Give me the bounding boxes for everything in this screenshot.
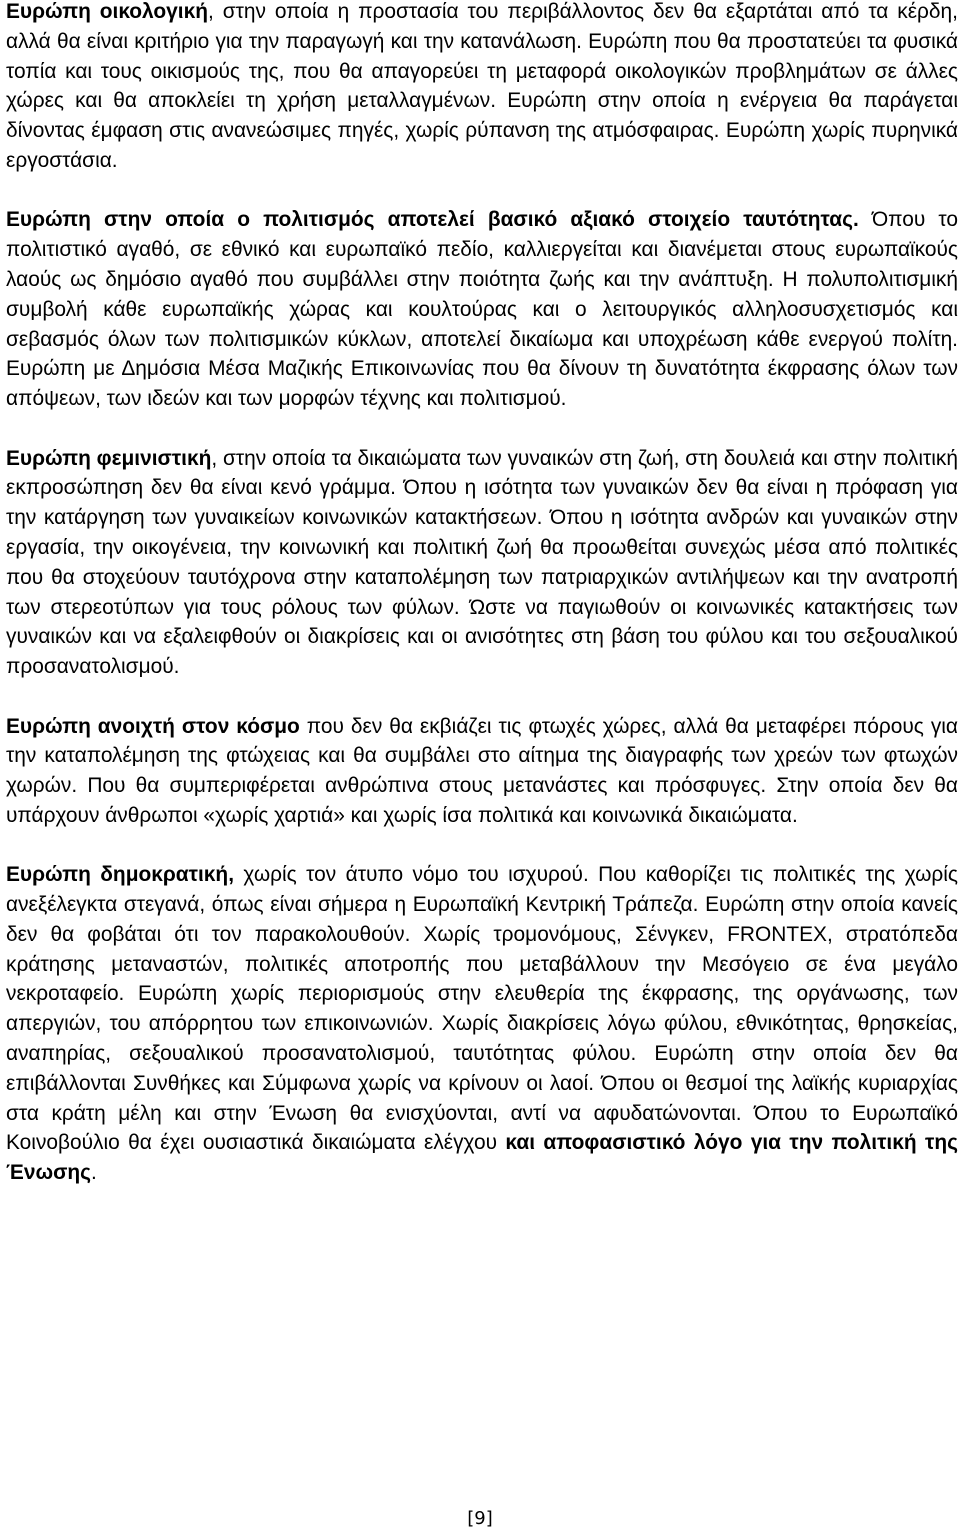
page-number: [9] — [467, 1508, 493, 1529]
bold-text-run: Ευρώπη οικολογική — [6, 0, 208, 23]
text-run: χωρίς τον άτυπο νόμο του ισχυρού. Που καθορίζει τις πολιτικές της χωρίς ανεξέλεγκτα στεγανά, όπως είναι σήμερα η Ευρωπαϊκή Κεντρική Τράπεζα. Ευρώπη στην οποία κανείς δεν θα φοβάται ότι τον παρακολουθούν. Χωρίς τρομονόμους, Σένγκεν, FRONTEX, στρατόπεδα κράτησης μεταναστών, πολιτικές αποτροπής που μεταβάλλουν την Μεσόγειο σε ένα μεγάλο νεκροταφείο. Ευρώπη χωρίς περιορισμούς στην ελευθερία της έκφρασης, της οργάνωσης, των απεργιών, του απόρρητου των επικοινωνιών. Χωρίς διακρίσεις λόγω φύλου, εθνικότητας, θρησκείας, αναπηρίας, σεξουαλικού προσανατολισμού, ταυτότητας φύλου. Ευρώπη στην οποία δεν θα επιβάλλονται Συνθήκες και Σύμφωνα χωρίς να κρίνουν οι λαοί. Όπου οι θεσμοί της λαϊκής κυριαρχίας στα κράτη μέλη και στην Ένωση θα ενισχύονται, αντί να αφυδατώνονται. Όπου το Ευρωπαϊκό Κοινοβούλιο θα έχει ουσιαστικά δικαιώματα ελέγχου — [6, 863, 959, 1155]
text-run: , στην οποία τα δικαιώματα των γυναικών στη ζωή, στη δουλειά και στην πολιτική εκπροσώπηση δεν θα είναι κενό γράμμα. Όπου η ισότητα των γυναικών δεν θα είναι η πρόφαση για την κατάργηση των γυναικείων κοινωνικών κατακτήσεων. Όπου η ισότητα ανδρών και γυναικών στην εργασία, την οικογένεια, την κοινωνική και πολιτική ζωή θα προωθείται συνεχώς μέσα από πολιτικές που θα στοχεύουν ταυτόχρονα στην καταπολέμηση των πατριαρχικών αντιλήψεων και την ανατροπή των στερεοτύπων για τους ρόλους των φύλων. Ώστε να παγιωθούν οι κοινωνικές κατακτήσεις των γυναικών και να εξαλειφθούν οι διακρίσεις και οι ανισότητες στη βάση του φύλου και του σεξουαλικού προσανατολισμού. — [6, 446, 958, 679]
paragraph — [6, 860, 958, 1188]
bold-text-run: και αποφασιστικό λόγο για την πολιτική της Ένωσης — [6, 1131, 958, 1185]
bold-text-run: Ευρώπη δημοκρατική, — [6, 863, 234, 887]
text-run: , στην οποία η προστασία του περιβάλλοντος δεν θα εξαρτάται από τα κέρδη, αλλά θα είναι κριτήριο για την παραγωγή και την κατανάλωση. Ευρώπη που θα προστατεύει τα φυσικά τοπία και τους οικισμούς της, που θα απαγορεύει τη μεταφορά οικολογικών προβλημάτων σε άλλες χώρες και θα αποκλείει τη χρήση μεταλλαγμένων. Ευρώπη στην οποία η ενέργεια θα παράγεται δίνοντας έμφαση στις ανανεώσιμες πηγές, χωρίς ρύπανση της ατμόσφαιρας. Ευρώπη χωρίς πυρηνικά εργοστάσια. — [6, 0, 958, 172]
bold-text-run: Ευρώπη στην οποία ο πολιτισμός αποτελεί βασικό αξιακό στοιχείο ταυτότητας. — [6, 208, 859, 232]
paragraph — [6, 205, 958, 414]
document-body — [6, 0, 958, 1188]
text-run: . — [91, 1161, 97, 1185]
paragraph — [6, 0, 958, 176]
text-run: Όπου το πολιτιστικό αγαθό, σε εθνικό και ευρωπαϊκό πεδίο, καλλιεργείται και διανέμεται στους ευρωπαϊκούς λαούς ως δημόσιο αγαθό που συμβάλλει στην ποιότητα ζωής και την ανάπτυξη. Η πολυπολιτισμική συμβολή κάθε ευρωπαϊκής χώρας και κουλτούρας και ο λειτουργικός αλληλοσυσχετισμός και σεβασμός όλων των πολιτισμικών κύκλων, αποτελεί δικαίωμα και υποχρέωση κάθε ενεργού πολίτη. Ευρώπη με Δημόσια Μέσα Μαζικής Επικοινωνίας που θα δίνουν τη δυνατότητα έκφρασης όλων των απόψεων, των ιδεών και των μορφών τέχνης και πολιτισμού. — [6, 208, 958, 411]
bold-text-run: Ευρώπη φεμινιστική — [6, 446, 212, 470]
text-run: που δεν θα εκβιάζει τις φτωχές χώρες, αλλά θα μεταφέρει πόρους για την καταπολέμηση της φτώχειας και θα συμβάλει στο αίτημα της διαγραφής των χρεών των φτωχών χωρών. Που θα συμπεριφέρεται ανθρώπινα στους μετανάστες και πρόσφυγες. Στην οποία δεν θα υπάρχουν άνθρωποι «χωρίς χαρτιά» και χωρίς ίσα πολιτικά και κοινωνικά δικαιώματα. — [6, 714, 958, 827]
paragraph — [6, 444, 958, 682]
bold-text-run: Ευρώπη ανοιχτή στον κόσμο — [6, 714, 300, 738]
paragraph — [6, 712, 958, 831]
